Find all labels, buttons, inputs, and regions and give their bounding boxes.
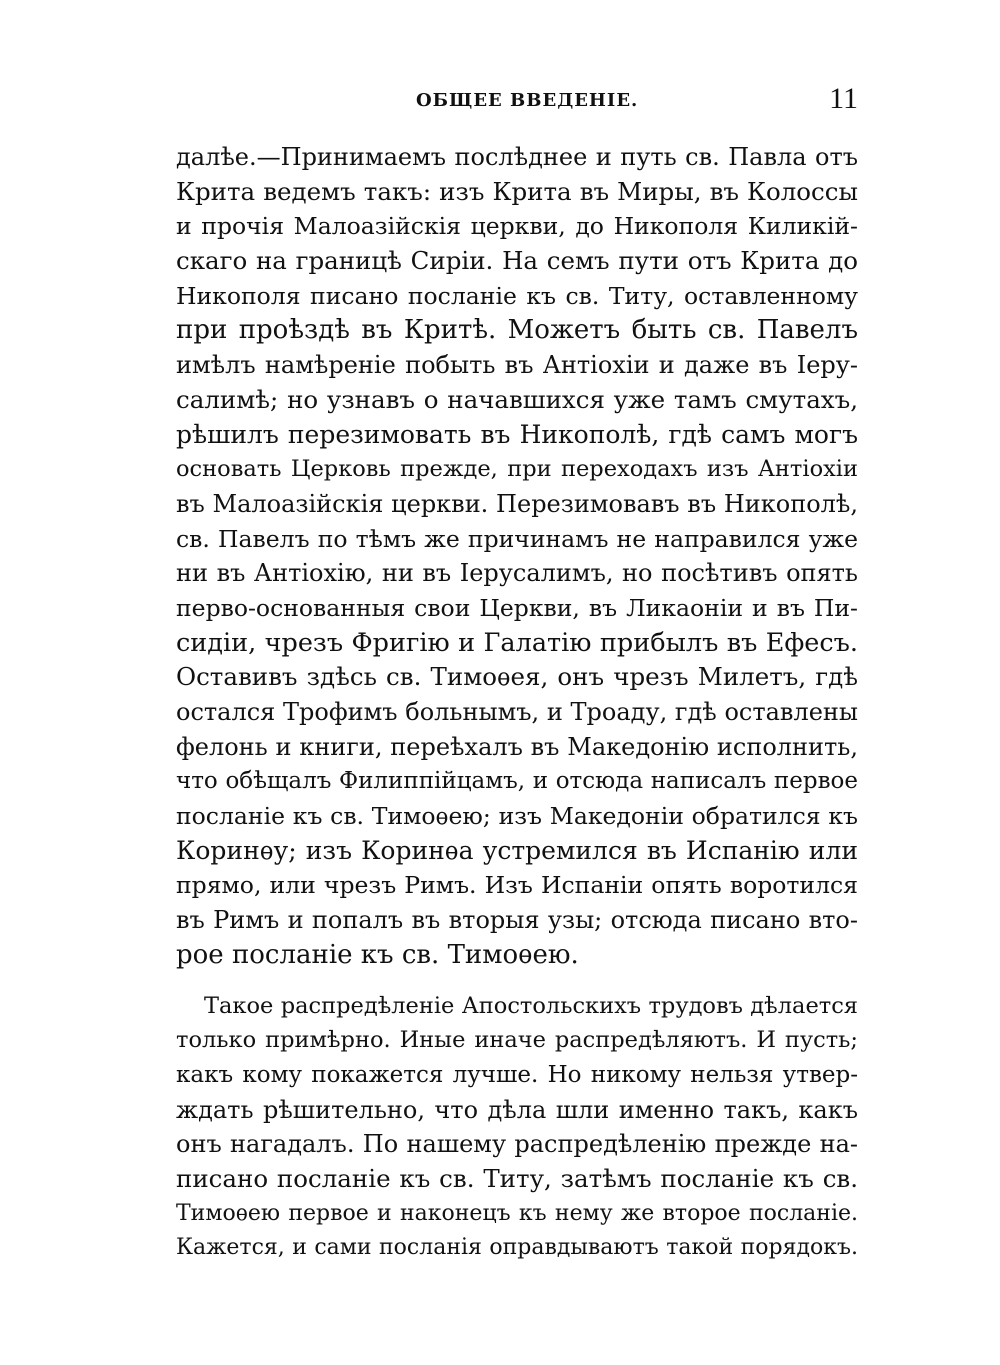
text-line: при проѣздѣ въ Критѣ. Можетъ быть св. Павелъ [176, 315, 858, 346]
text-line: писано посланіе къ св. Титу, затѣмъ посланіе къ св. [176, 1163, 858, 1193]
text-line: Никополя писано посланіе къ св. Титу, оставленному [176, 281, 858, 310]
text-line: остался Трофимъ больнымъ, и Троаду, гдѣ оставлены [176, 698, 858, 726]
page-header [176, 82, 858, 122]
text-line: фелонь и книги, переѣхалъ въ Македонію исполнить, [176, 732, 858, 761]
text-line: Крита ведемъ такъ: изъ Крита въ Миры, въ Колоссы [176, 176, 858, 206]
text-line: перво-основанныя свои Церкви, въ Ликаоніи и въ Пи- [176, 593, 858, 622]
text-line: въ Малоазійскія церкви. Перезимовавъ въ Никополѣ, [176, 489, 858, 518]
paragraph [176, 140, 858, 973]
text-line: Такое распредѣленіе Апостольскихъ трудовъ дѣлается [204, 992, 858, 1019]
text-line: рѣшилъ перезимовать въ Никополѣ, гдѣ самъ могъ [176, 419, 858, 449]
text-line: ждать рѣшительно, что дѣла шли именно такъ, какъ [176, 1095, 858, 1124]
running-title: ОБЩЕЕ ВВЕДЕНІЕ. [416, 90, 639, 111]
text-line: далѣе.—Принимаемъ послѣднее и путь св. Павла отъ [176, 143, 858, 171]
text-line: и прочія Малоазійскія церкви, до Никополя Киликій- [176, 212, 858, 241]
paragraph-gap [176, 973, 858, 989]
text-line: Тимоѳею первое и наконецъ къ нему же второе посланіе. [176, 1200, 858, 1226]
text-line: посланіе къ св. Тимоѳею; изъ Македоніи обратился къ [176, 802, 858, 831]
text-line: ни въ Антіохію, ни въ Іерусалимъ, но посѣтивъ опять [176, 559, 858, 588]
text-line: салимѣ; но узнавъ о начавшихся уже тамъ смутахъ, [176, 384, 858, 414]
text-line: Оставивъ здѣсь св. Тимоѳея, онъ чрезъ Милетъ, гдѣ [176, 662, 858, 692]
paragraph [176, 989, 858, 1267]
text-line: только примѣрно. Иные иначе распредѣляютъ. И пусть; [176, 1027, 858, 1054]
text-line: св. Павелъ по тѣмъ же причинамъ не направился уже [176, 524, 858, 553]
text-line: какъ кому покажется лучше. Но никому нельзя утвер- [176, 1061, 858, 1088]
text-line: основать Церковь прежде, при переходахъ изъ Антіохіи [176, 456, 858, 483]
page-number: 11 [829, 82, 858, 115]
text-line: въ Римъ и попалъ въ вторыя узы; отсюда писано вто- [176, 906, 858, 935]
body-text [176, 140, 858, 1266]
text-line: прямо, или чрезъ Римъ. Изъ Испаніи опять воротился [176, 871, 858, 900]
text-line: что обѣщалъ Филиппійцамъ, и отсюда написалъ первое [176, 768, 858, 795]
text-line: Кажется, и сами посланія оправдываютъ такой порядокъ. [176, 1235, 858, 1261]
text-line: сидіи, чрезъ Фригію и Галатію прибылъ въ Ефесъ. [176, 627, 858, 658]
text-line: Коринѳу; изъ Коринѳа устремился въ Испанію или [176, 835, 858, 865]
text-line: онъ нагадалъ. По нашему распредѣленію прежде на- [176, 1130, 858, 1159]
text-line: имѣлъ намѣреніе побыть въ Антіохіи и даже въ Іеру- [176, 351, 858, 380]
text-line: рое посланіе къ св. Тимоѳею. [176, 939, 579, 970]
text-line: скаго на границѣ Сиріи. На семъ пути отъ Крита до [176, 246, 858, 276]
